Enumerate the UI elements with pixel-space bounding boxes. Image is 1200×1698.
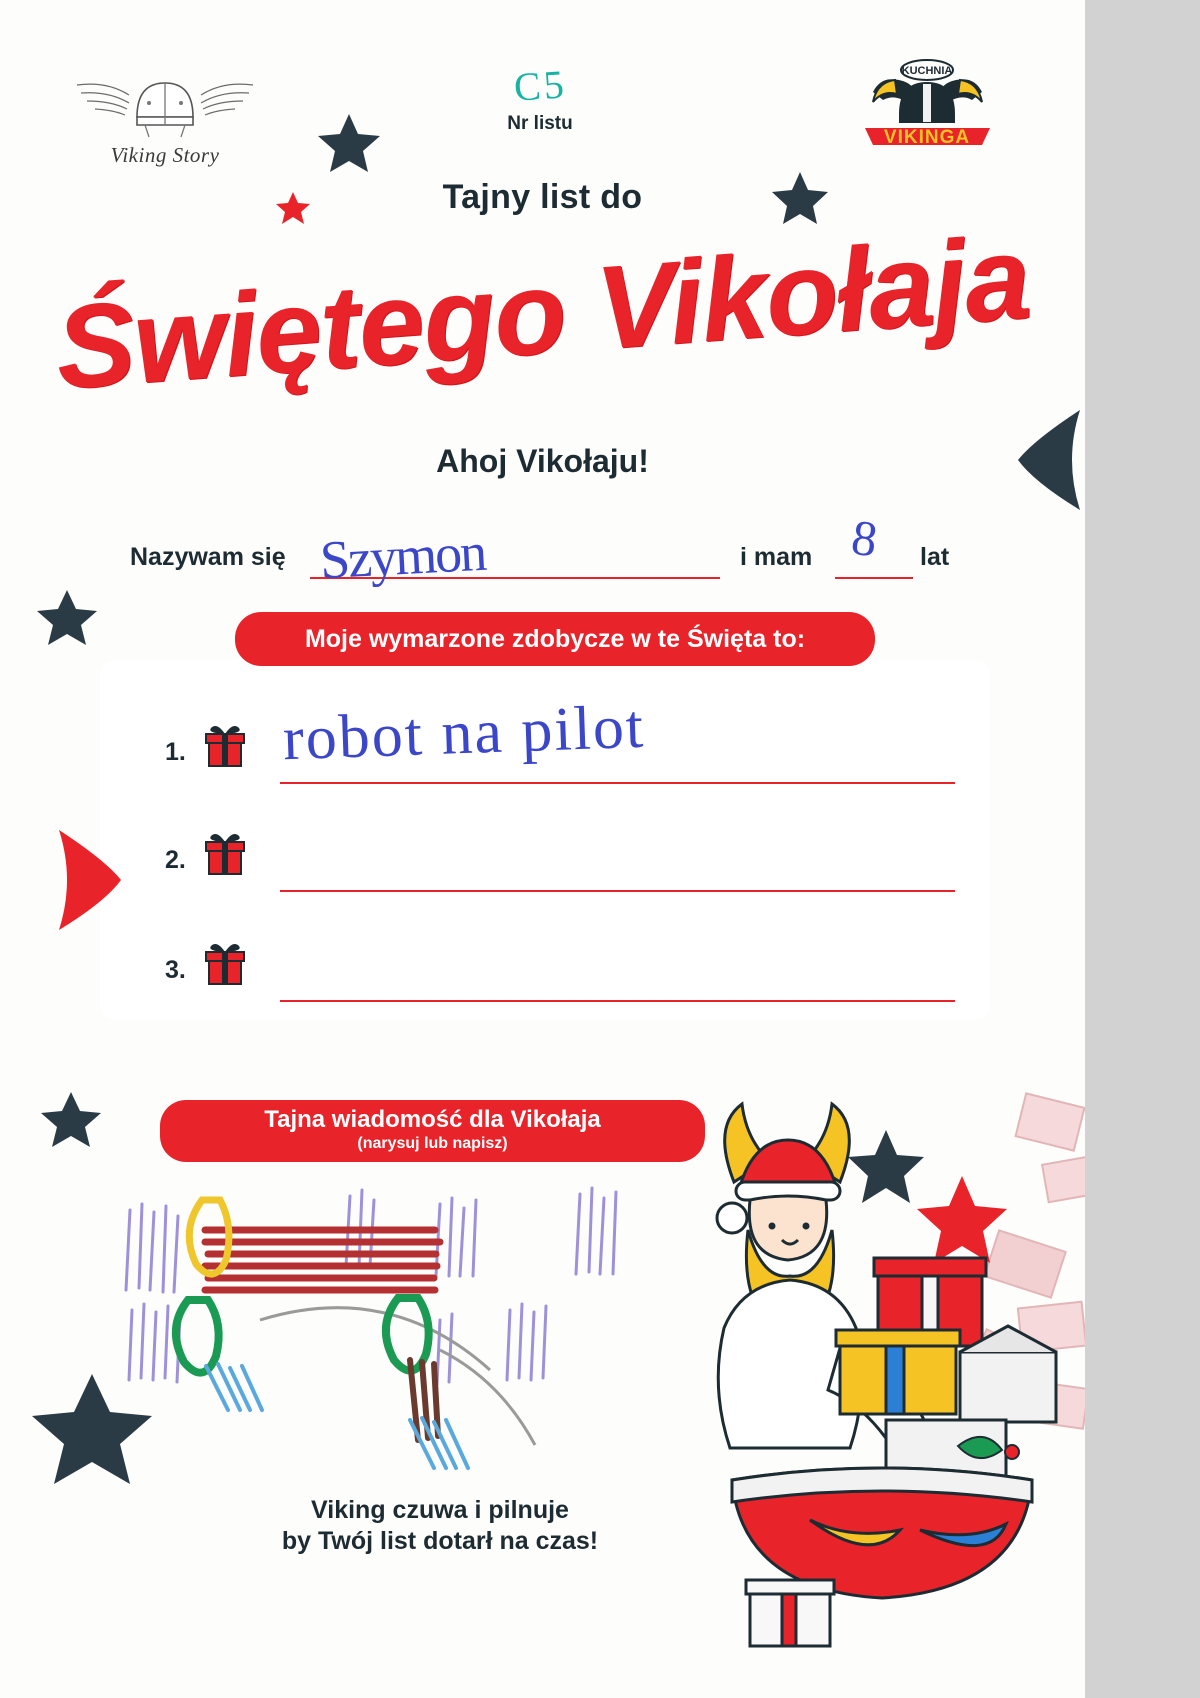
secret-message-subtitle: (narysuj lub napisz) bbox=[357, 1135, 508, 1152]
decor-arrow-red bbox=[55, 820, 125, 945]
wish-row-3 bbox=[165, 928, 955, 1008]
decor-star-dark bbox=[772, 170, 828, 229]
footer-line-1: Viking czuwa i pilnuje bbox=[311, 1496, 569, 1524]
scan-background bbox=[1085, 0, 1200, 1698]
viking-story-logo bbox=[75, 55, 255, 170]
svg-text:VIKINGA: VIKINGA bbox=[883, 127, 971, 148]
footer-text bbox=[180, 1495, 700, 1556]
page-title: Świętego Vikołaja bbox=[51, 211, 1034, 415]
winged-helmet-icon bbox=[75, 55, 255, 141]
decor-star-dark bbox=[40, 1090, 102, 1153]
letter-number-handwritten: C5 bbox=[512, 61, 568, 110]
wish-rule-1 bbox=[280, 782, 955, 784]
childs-drawing bbox=[110, 1170, 700, 1500]
gift-icon bbox=[203, 940, 247, 991]
secret-message-banner bbox=[160, 1100, 705, 1162]
age-label: i mam bbox=[740, 543, 813, 571]
footer-line-2: by Twój list dotarł na czas! bbox=[281, 1526, 599, 1555]
wish-row-1 bbox=[165, 692, 955, 790]
gift-icon bbox=[203, 722, 247, 773]
wishes-banner: Moje wymarzone zdobycze w te Święta to: bbox=[235, 612, 875, 666]
header-line-1: Tajny list do bbox=[442, 178, 643, 216]
wish-rule-3 bbox=[280, 1000, 955, 1002]
age-unit-label: lat bbox=[920, 543, 950, 571]
decor-star-dark bbox=[36, 588, 98, 651]
kuchnia-vikinga-logo bbox=[855, 40, 1000, 165]
age-rule bbox=[835, 577, 913, 579]
wish-row-2 bbox=[165, 818, 955, 898]
wish-handwritten-1: robot na pilot bbox=[281, 692, 647, 774]
wish-rule-2 bbox=[280, 890, 955, 892]
age-handwritten: 8 bbox=[848, 508, 881, 568]
decor-arrow-dark bbox=[1010, 400, 1085, 525]
name-handwritten: Szymon bbox=[318, 521, 487, 591]
viking-illustration bbox=[690, 1090, 1085, 1698]
letter-number-field bbox=[430, 62, 650, 135]
wish-number-3: 3. bbox=[165, 956, 186, 984]
gift-icon bbox=[203, 830, 247, 881]
decor-star-red-small bbox=[276, 190, 310, 229]
name-line bbox=[130, 508, 965, 591]
wish-number-1: 1. bbox=[165, 738, 186, 766]
name-label: Nazywam się bbox=[130, 543, 286, 571]
decor-star-dark-large bbox=[30, 1370, 154, 1495]
svg-text:KUCHNIA: KUCHNIA bbox=[901, 65, 953, 77]
viking-story-logo-text: Viking Story bbox=[110, 143, 220, 167]
secret-message-title: Tajna wiadomość dla Vikołaja bbox=[264, 1106, 601, 1133]
greeting: Ahoj Vikołaju! bbox=[436, 443, 649, 479]
wish-number-2: 2. bbox=[165, 846, 186, 874]
letter-number-label: Nr listu bbox=[507, 113, 573, 134]
decor-star-dark bbox=[318, 112, 380, 177]
